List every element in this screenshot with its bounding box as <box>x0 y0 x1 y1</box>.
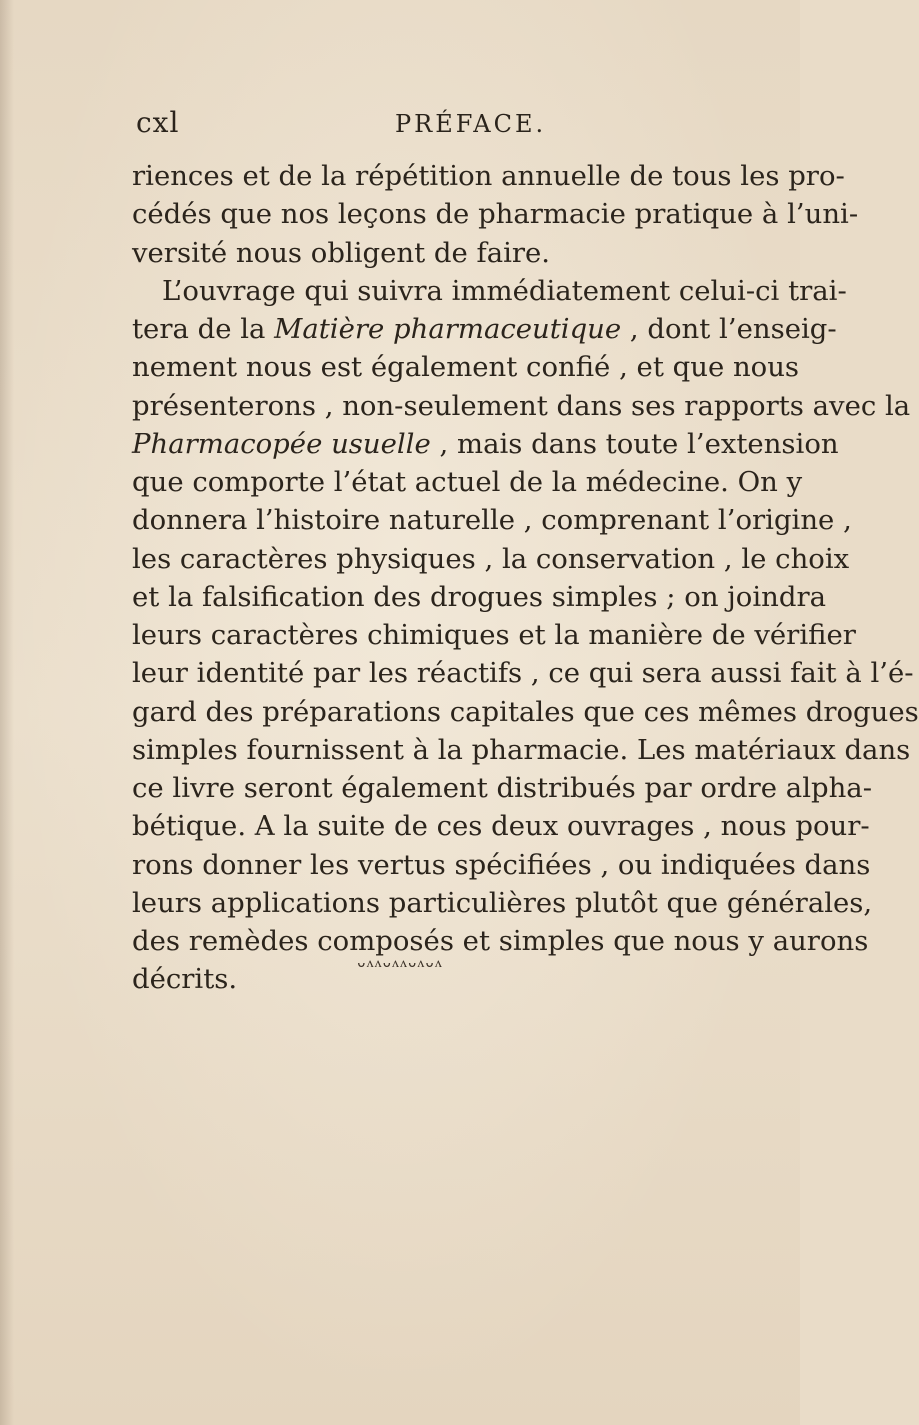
page-header <box>0 106 800 146</box>
text-span: , mais dans toute l’extension <box>430 427 839 460</box>
text-line-with-italic <box>132 310 837 348</box>
text-line: ce livre seront également distribués par ordre alpha- <box>132 772 872 804</box>
text-line: riences et de la répétition annuelle de tous les pro- <box>132 160 845 192</box>
text-line: leur identité par les réactifs , ce qui sera aussi fait à l’é- <box>132 657 914 690</box>
text-span: tera de la <box>132 313 275 345</box>
italic-title-pharmacopee-usuelle: Pharmacopée usuelle <box>132 427 431 460</box>
text-line: cédés que nos leçons de pharmacie pratique à l’uni- <box>132 198 859 231</box>
end-ornament: ᴗᴧᴧᴗᴧᴧᴗᴧᴗᴧ <box>357 955 443 971</box>
text-line: versité nous obligent de faire. <box>132 236 551 269</box>
running-title: PRÉFACE. <box>395 110 547 138</box>
text-line: leurs applications particulières plutôt que générales, <box>132 886 873 919</box>
body-text <box>132 157 919 999</box>
text-line: simples fournissent à la pharmacie. Les matériaux dans <box>132 733 911 766</box>
page-gutter-shadow <box>0 0 14 1425</box>
italic-title-matiere-pharmaceutique: Matière pharmaceutique <box>274 313 622 345</box>
text-line: et la falsification des drogues simples ; on joindra <box>132 580 827 613</box>
text-line: décrits. <box>132 963 238 996</box>
text-span: , dont l’enseig- <box>621 313 837 345</box>
page-number: cxl <box>136 106 180 139</box>
text-line: nement nous est également confié , et que nous <box>132 351 800 384</box>
text-line: L’ouvrage qui suivra immédiatement celui-ci trai- <box>162 274 847 307</box>
text-line: leurs caractères chimiques et la manière de vérifier <box>132 619 856 651</box>
text-line-with-italic <box>132 425 839 463</box>
text-line: bétique. A la suite de ces deux ouvrages , nous pour- <box>132 810 870 843</box>
text-line: des remèdes composés et simples que nous y aurons <box>132 925 869 957</box>
text-line: rons donner les vertus spécifiées , ou indiquées dans <box>132 848 871 881</box>
text-line: les caractères physiques , la conservation , le choix <box>132 542 850 575</box>
text-line: gard des préparations capitales que ces mêmes drogues <box>132 695 919 728</box>
text-line: que comporte l’état actuel de la médecine. On y <box>132 466 803 498</box>
text-line: présenterons , non-seulement dans ses rapports avec la <box>132 389 911 422</box>
text-line: donnera l’histoire naturelle , comprenant l’origine , <box>132 504 852 537</box>
